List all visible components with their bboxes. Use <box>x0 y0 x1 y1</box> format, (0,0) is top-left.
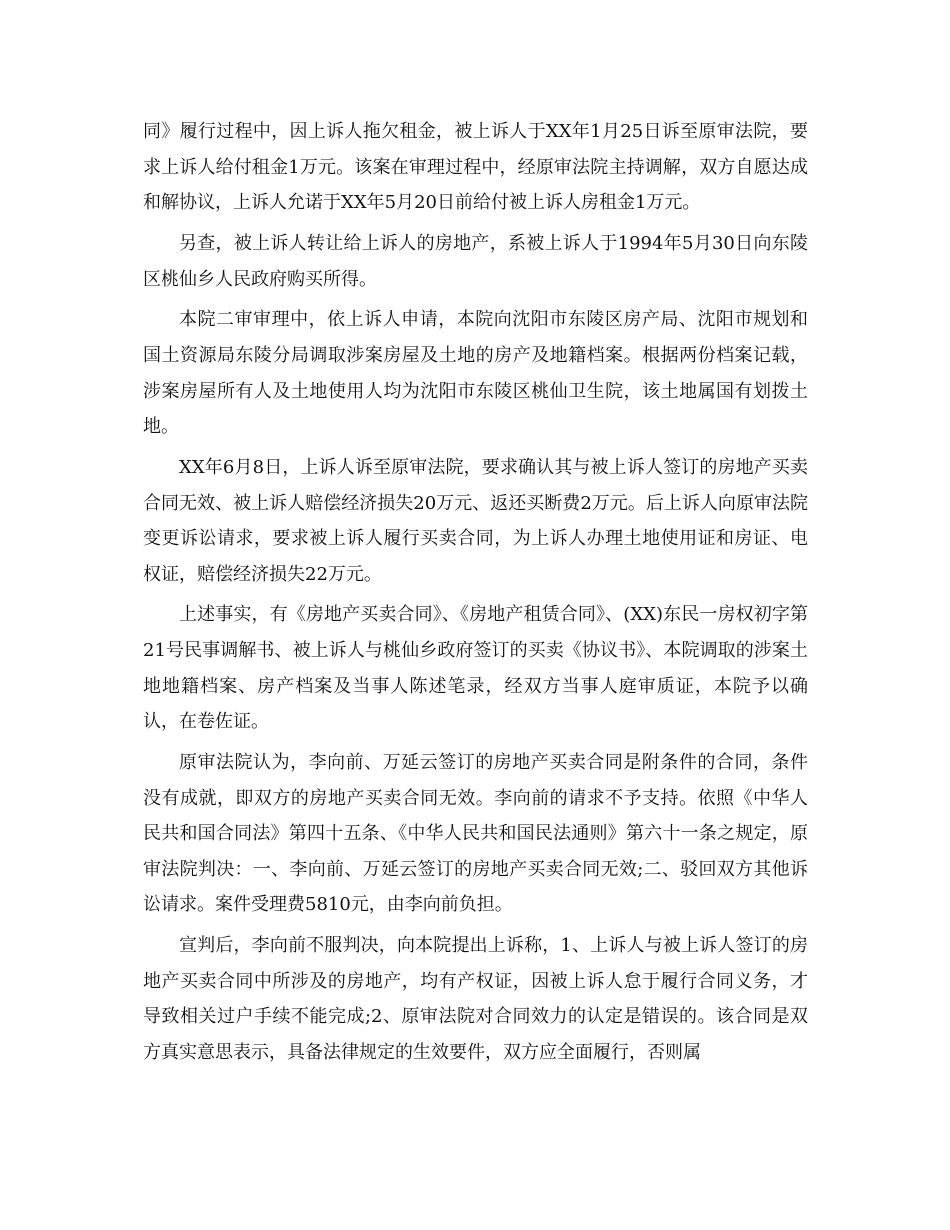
paragraph-4: XX年6月8日，上诉人诉至原审法院，要求确认其与被上诉人签订的房地产买卖合同无效、被上诉人赔偿经济损失20万元、返还买断费2万元。后上诉人向原审法院变更诉讼请求，要求被上诉人履行买卖合同，为上诉人办理土地使用证和房证、电权证，赔偿经济损失22万元。 <box>143 456 808 585</box>
paragraph-2: 另查，被上诉人转让给上诉人的房地产，系被上诉人于1994年5月30日向东陵区桃仙乡人民政府购买所得。 <box>143 232 808 290</box>
paragraph-6: 原审法院认为，李向前、万延云签订的房地产买卖合同是附条件的合同，条件没有成就，即双方的房地产买卖合同无效。李向前的请求不予支持。依照《中华人民共和国合同法》第四十五条、《中华人民共和国民法通则》第六十一条之规定，原审法院判决：一、李向前、万延云签订的房地产买卖合同无效;二、驳回双方其他诉讼请求。案件受理费5810元，由李向前负担。 <box>143 752 808 916</box>
paragraph-5: 上述事实，有《房地产买卖合同》、《房地产租赁合同》、(XX)东民一房权初字第21号民事调解书、被上诉人与桃仙乡政府签订的买卖《协议书》、本院调取的涉案土地地籍档案、房产档案及当事人陈述笔录，经双方当事人庭审质证，本院予以确认，在卷佐证。 <box>143 604 808 733</box>
paragraph-1: 同》履行过程中，因上诉人拖欠租金，被上诉人于XX年1月25日诉至原审法院，要求上诉人给付租金1万元。该案在审理过程中，经原审法院主持调解，双方自愿达成和解协议，上诉人允诺于XX年5月20日前给付被上诉人房租金1万元。 <box>143 121 808 214</box>
paragraph-7: 宣判后，李向前不服判决，向本院提出上诉称，1、上诉人与被上诉人签订的房地产买卖合同中所涉及的房地产，均有产权证，因被上诉人怠于履行合同义务，才导致相关过户手续不能完成;2、原审法院对合同效力的认定是错误的。该合同是双方真实意思表示，具备法律规定的生效要件，双方应全面履行，否则属 <box>143 935 808 1063</box>
document-page <box>143 114 808 1076</box>
paragraph-3: 本院二审审理中，依上诉人申请，本院向沈阳市东陵区房产局、沈阳市规划和国土资源局东陵分局调取涉案房屋及土地的房产及地籍档案。根据两份档案记载，涉案房屋所有人及土地使用人均为沈阳市东陵区桃仙卫生院，该土地属国有划拨土地。 <box>143 309 808 438</box>
